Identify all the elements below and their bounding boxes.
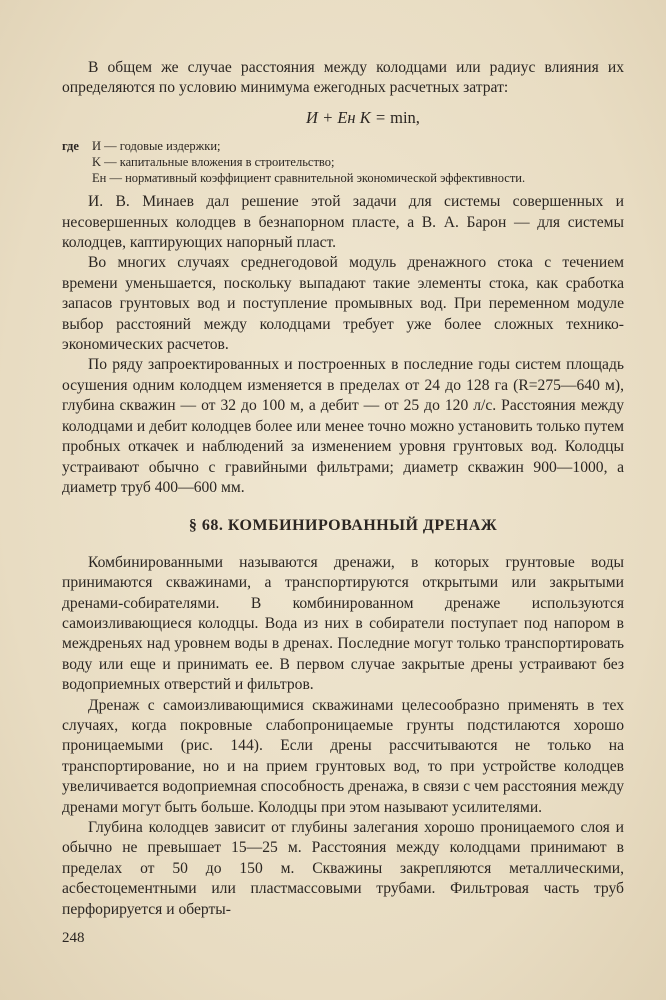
paragraph: Дренаж с самоизливающимися скважинами целесообразно применять в тех случаях, когда покровные слабопроницаемые грунты подстилаются хорошо проницаемыми (рис. 144). Если дрены рассчитываются не только на транспортирование, но и на прием грунтовых вод, то при устройстве колодцев увеличивается водоприемная способность дренажа, в связи с чем расстояния между дренами могут быть больше. Колодцы при этом называют усилителями. [62,696,624,816]
definition-item: K — капитальные вложения в строительство; [92,155,335,170]
definition-row [62,138,624,154]
paragraph: Глубина колодцев зависит от глубины залегания хорошо проницаемого слоя и обычно не превышает 15—25 м. Расстояния между колодцами принимают в пределах от 50 до 150 м. Скважины закрепляются металлическими, асбестоцементными или пластмассовыми трубами. Фильтровая часть труб перфорируется и оберты- [62,819,624,918]
definition-row [62,154,624,170]
paragraph: Во многих случаях среднегодовой модуль дренажного стока с течением времени уменьшается, поскольку выпадают такие элементы стока, как сработка запасов грунтовых вод и поступление промывных вод. При переменном модуле выбор расстояний между колодцами требует уже более сложных технико-экономических расчетов. [62,254,624,354]
definitions [62,138,624,186]
formula-rhs: min, [390,107,420,127]
where-word: где [62,139,79,154]
paragraph: И. В. Минаев дал решение этой задачи для системы совершенных и несовершенных колодцев в безнапорном пласте, а В. А. Барон — для системы колодцев, каптирующих напорный пласт. [62,193,624,252]
definition-row [62,170,624,186]
definition-item: И — годовые издержки; [92,139,221,154]
intro-paragraph: В общем же случае расстояния между колодцами или радиус влияния их определяются по условию минимума ежегодных расчетных затрат: [62,59,624,97]
definition-item: Eн — нормативный коэффициент сравнительной экономической эффективности. [92,171,526,186]
page-number: 248 [62,930,85,946]
paragraph: Комбинированными называются дренажи, в которых грунтовые воды принимаются скважинами, а транспортируются открытыми или закрытыми дренами-собирателями. В комбинированном дренаже используются самоизливающиеся колодцы. Вода из них в собиратели поступает под напором в междреньях над уровнем воды в дренах. Последние могут только транспортировать воду или еще и принимать ее. В первом случае закрытые дрены устраивают без водоприемных отверстий и фильтров. [62,553,624,694]
page-text [62,58,624,920]
formula-main: И + Eн K = [306,107,391,127]
paragraph: По ряду запроектированных и построенных в последние годы систем площадь осушения одним колодцем изменяется в пределах от 24 до 128 га (R=275—640 м), глубина скважин — от 32 до 100 м, а дебит — от 25 до 120 л/с. Расстояния между колодцами и дебит колодцев более или менее точно можно установить только путем пробных откачек и наблюдений за изменением уровня грунтовых вод. Колодцы устраивают обычно с гравийными фильтрами; диаметр скважин 900—1000, а диаметр труб 400—600 мм. [62,356,624,496]
section-heading: § 68. КОМБИНИРОВАННЫЙ ДРЕНАЖ [188,517,498,535]
formula [62,108,624,128]
